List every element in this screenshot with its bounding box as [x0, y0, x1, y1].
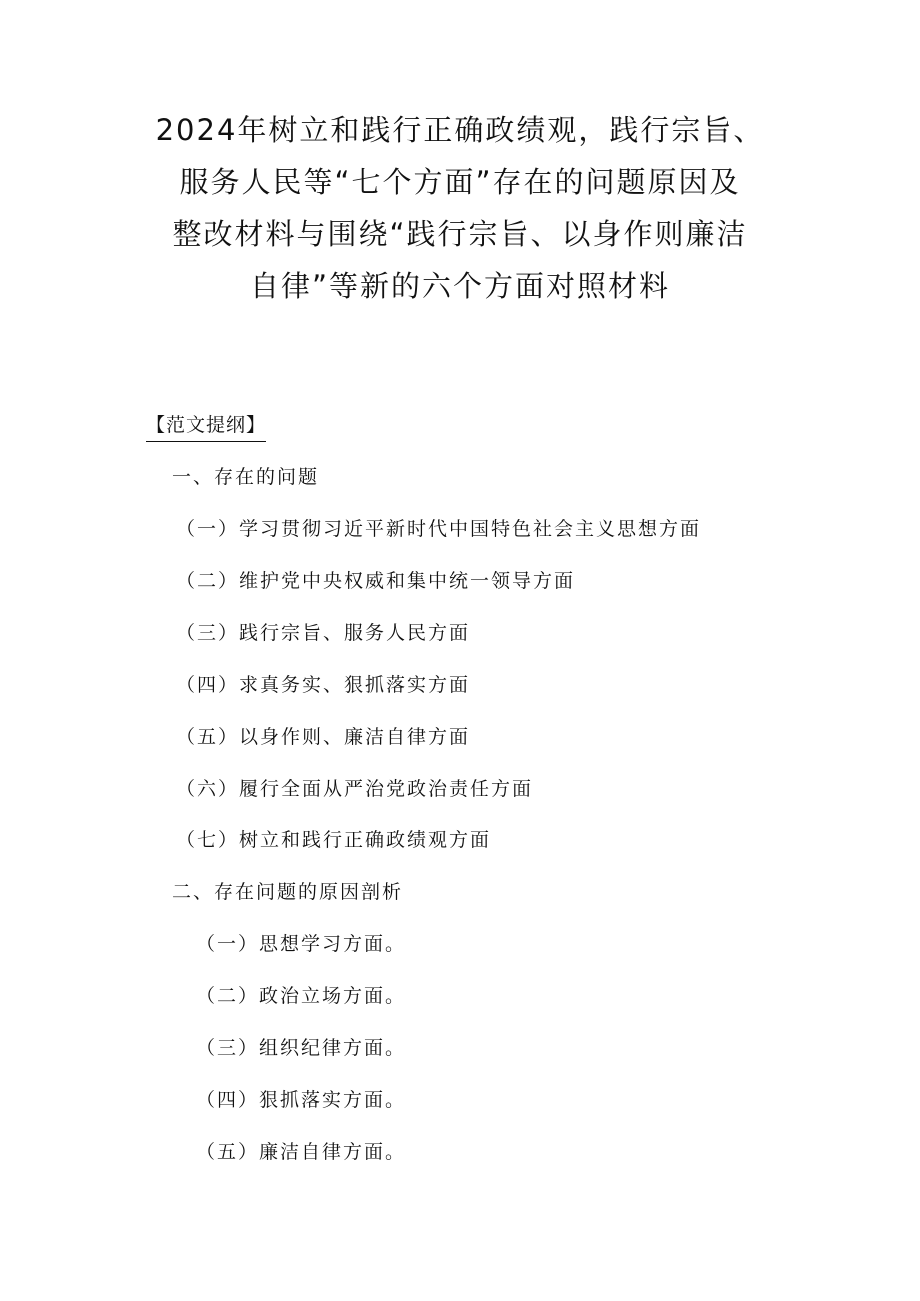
title-line-2: 服务人民等“七个方面”存在的问题原因及 [179, 165, 741, 199]
outline-label: 【范文提纲】 [146, 411, 266, 442]
cause-item-4: （四）狠抓落实方面。 [196, 1089, 407, 1111]
problem-item-6: （六）履行全面从严治党政治责任方面 [176, 778, 534, 800]
problem-item-7: （七）树立和践行正确政绩观方面 [176, 829, 492, 851]
section-heading-causes: 二、存在问题的原因剖析 [172, 881, 404, 903]
document-title [120, 104, 800, 312]
title-line-3: 整改材料与围绕“践行宗旨、以身作则廉洁 [172, 217, 748, 251]
problem-item-1: （一）学习贯彻习近平新时代中国特色社会主义思想方面 [176, 518, 702, 540]
problem-item-4: （四）求真务实、狠抓落实方面 [176, 674, 471, 696]
cause-item-3: （三）组织纪律方面。 [196, 1037, 407, 1059]
cause-item-5: （五）廉洁自律方面。 [196, 1141, 407, 1163]
title-line-1: 2024年树立和践行正确政绩观，践行宗旨、 [155, 113, 765, 147]
section-heading-problems: 一、存在的问题 [172, 466, 320, 488]
problem-item-5: （五）以身作则、廉洁自律方面 [176, 726, 471, 748]
problem-item-3: （三）践行宗旨、服务人民方面 [176, 622, 471, 644]
cause-item-1: （一）思想学习方面。 [196, 933, 407, 955]
cause-item-2: （二）政治立场方面。 [196, 985, 407, 1007]
title-line-4: 自律”等新的六个方面对照材料 [249, 269, 671, 303]
problem-item-2: （二）维护党中央权威和集中统一领导方面 [176, 570, 576, 592]
